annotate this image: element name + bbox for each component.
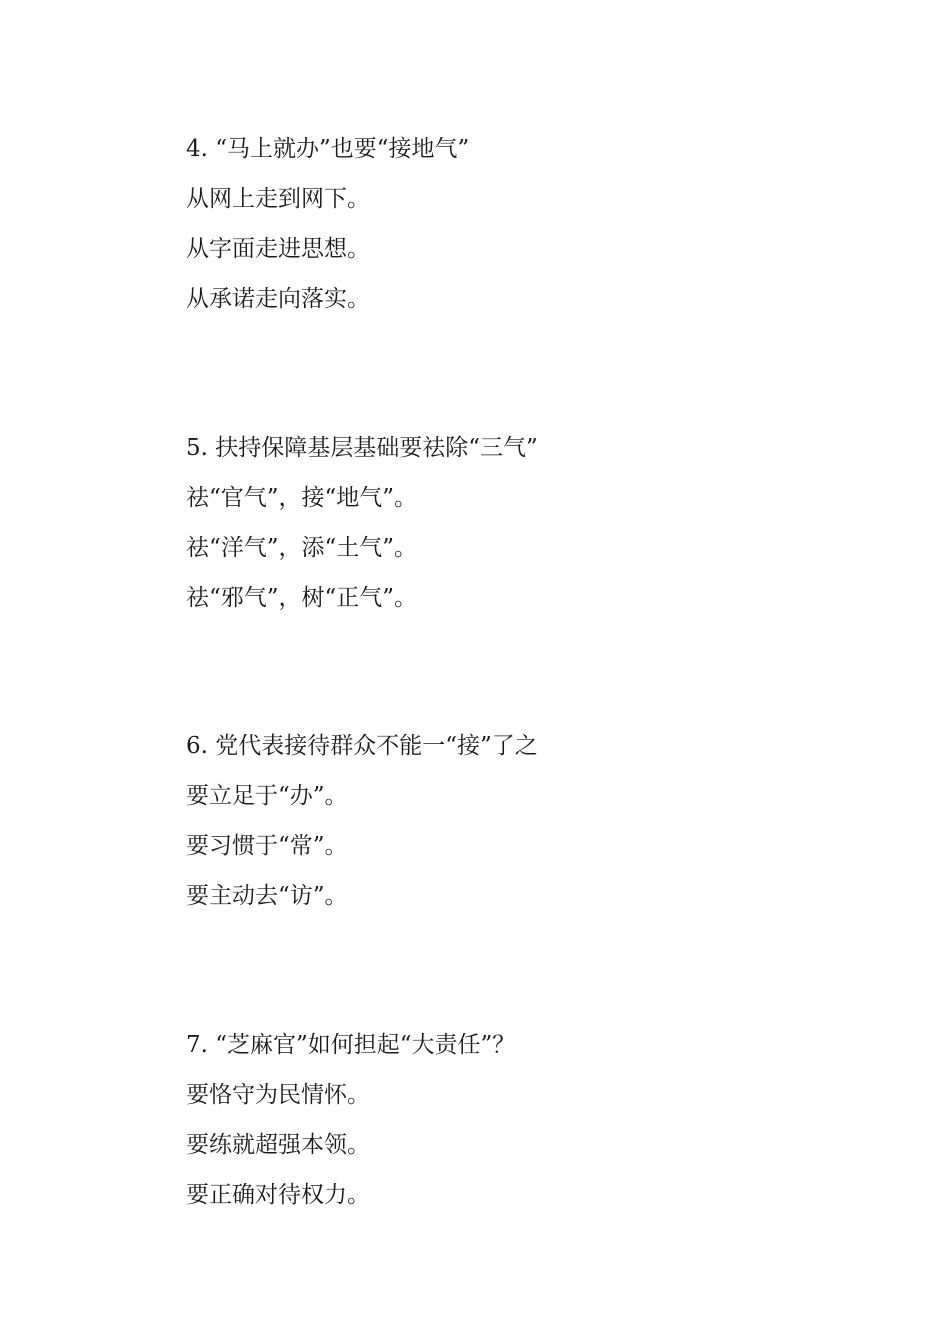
section-heading: 5. 扶持保障基层基础要祛除“三气” [186, 435, 538, 461]
section-7 [186, 1020, 886, 1220]
section-5 [186, 423, 886, 623]
section-item: 要主动去“访”。 [186, 883, 348, 909]
section-4 [186, 124, 886, 324]
section-item: 祛“邪气”，树“正气”。 [186, 585, 418, 611]
section-item: 要恪守为民情怀。 [186, 1082, 370, 1108]
section-item: 祛“官气”，接“地气”。 [186, 485, 418, 511]
section-item: 要习惯于“常”。 [186, 833, 348, 859]
section-heading: 4. “马上就办”也要“接地气” [186, 136, 470, 162]
section-item: 要练就超强本领。 [186, 1132, 370, 1158]
section-item: 从承诺走向落实。 [186, 286, 370, 312]
section-item: 要立足于“办”。 [186, 783, 348, 809]
section-heading: 6. 党代表接待群众不能一“接”了之 [186, 733, 538, 759]
section-6 [186, 721, 886, 921]
section-item: 祛“洋气”，添“土气”。 [186, 535, 418, 561]
section-item: 要正确对待权力。 [186, 1182, 370, 1208]
section-item: 从网上走到网下。 [186, 186, 370, 212]
section-item: 从字面走进思想。 [186, 236, 370, 262]
section-heading: 7. “芝麻官”如何担起“大责任”？ [186, 1032, 516, 1058]
